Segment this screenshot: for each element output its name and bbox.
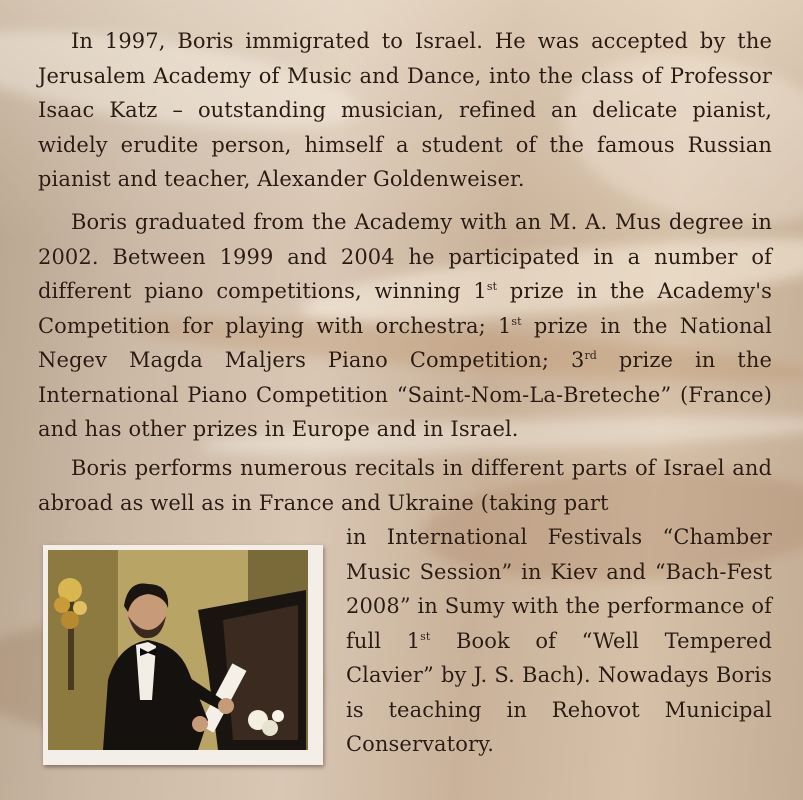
paragraph-3-part-a: in International Festivals “Chamber Music Session” in Kiev and “Bach-Fest 2008” in Sumy with the performance of full 1	[346, 525, 772, 653]
paragraph-3-part-b: Book of “Well Tempered Clavier” by J. S. Bach). Nowadays Boris is teaching in Rehovot Municipal Conservatory.	[346, 628, 772, 756]
superscript-ordinal: st	[420, 629, 431, 643]
photo-image	[48, 550, 308, 750]
paragraph-1-text: In 1997, Boris immigrated to Israel. He was accepted by the Jerusalem Academy of Music and Dance, into the class of Professor Isaac Katz – outstanding musician, refined an delicate pianist, widely erudite person, himself a student of the famous Russian pianist and teacher, Alexander Goldenweiser.	[38, 29, 772, 191]
paragraph-3-opening: Boris performs numerous recitals in different parts of Israel and abroad as well as in France and Ukraine (taking part	[38, 456, 772, 515]
pianist-at-piano-illustration	[48, 550, 308, 750]
paragraph-2-part-a: Boris graduated from the Academy with an M. A. Mus degree in 2002. Between 1999 and 2004 he participated in a number of different piano competitions, winning 1	[38, 210, 772, 303]
superscript-ordinal: st	[511, 314, 522, 328]
superscript-ordinal: rd	[584, 349, 597, 362]
paragraph-immigration	[38, 24, 772, 197]
pianist-photo	[43, 545, 323, 765]
paragraph-recitals	[38, 451, 772, 520]
paragraph-2-part-c: prize in the National Negev Magda Maljers Piano Competition; 3	[38, 313, 772, 372]
paragraph-3-continuation	[346, 520, 772, 762]
superscript-ordinal: st	[486, 280, 498, 293]
paragraph-recitals-continued	[346, 520, 772, 762]
paragraph-2-part-b: prize in the Academy's Competition for playing with orchestra; 1	[38, 279, 772, 338]
paragraph-competitions	[38, 205, 772, 447]
paragraph-2-text	[38, 205, 772, 447]
paragraph-2-part-d: prize in the International Piano Competition “Saint-Nom-La-Breteche” (France) and has other prizes in Europe and in Israel.	[38, 348, 772, 441]
